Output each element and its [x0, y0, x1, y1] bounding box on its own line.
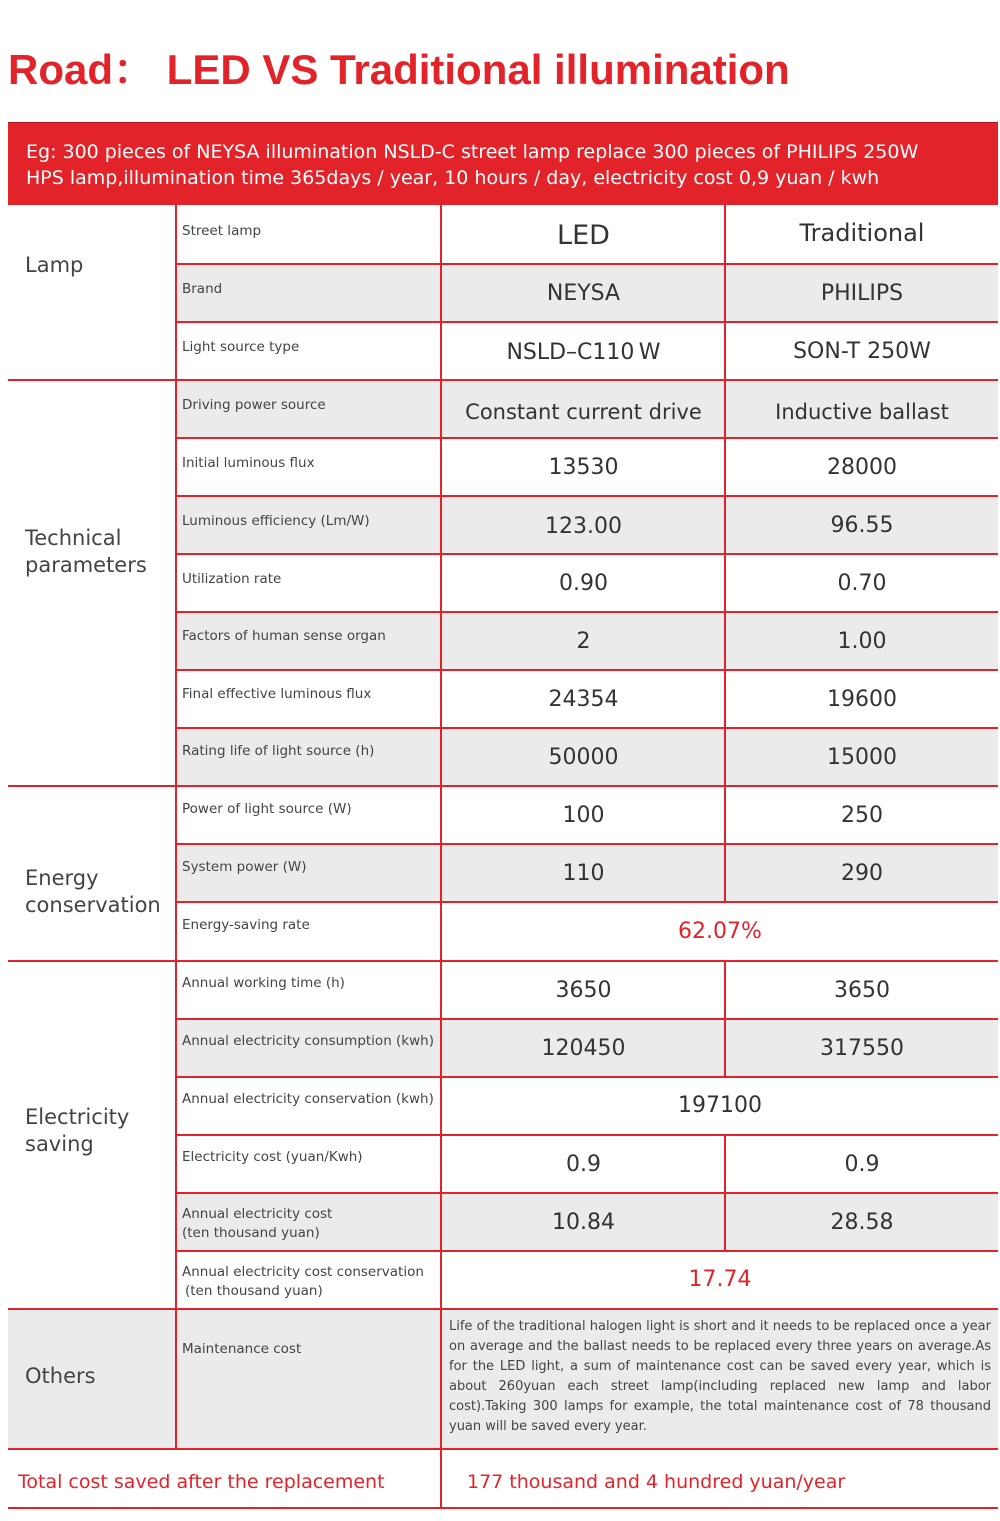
row-divider	[176, 901, 998, 903]
row-divider	[176, 495, 998, 497]
param-driving-power-source: Driving power source	[182, 397, 326, 413]
led-value: 13530	[548, 455, 619, 480]
led-value: LED	[557, 220, 610, 251]
row-divider	[176, 1192, 998, 1194]
traditional-value: 19600	[827, 687, 897, 712]
param-energy-saving-rate: Energy-saving rate	[182, 917, 310, 933]
param-street-lamp: Street lamp	[182, 223, 262, 239]
param-maintenance-cost: Maintenance cost	[182, 1341, 302, 1357]
row-divider	[176, 727, 998, 729]
traditional-value: 1.00	[837, 629, 887, 654]
led-value: 0.9	[566, 1152, 601, 1177]
param-system-power: System power (W)	[182, 859, 307, 875]
param-annual-cost-conservation: Annual electricity cost conservation (ten thousand yuan)	[182, 1264, 424, 1299]
intro-text	[26, 139, 991, 191]
column-divider	[175, 205, 177, 1448]
led-value: 2	[576, 629, 591, 654]
param-factors-human-sense: Factors of human sense organ	[182, 628, 386, 644]
traditional-value: 28.58	[830, 1210, 894, 1235]
intro-banner	[8, 122, 998, 205]
param-annual-consumption: Annual electricity consumption (kwh)	[182, 1033, 434, 1049]
total-value: 177 thousand and 4 hundred yuan/year	[467, 1471, 846, 1493]
led-value: 110	[562, 861, 605, 886]
group-divider	[8, 379, 998, 381]
group-label-electricity: Electricity saving	[25, 1105, 130, 1156]
row-divider	[176, 1250, 998, 1252]
traditional-value: Inductive ballast	[775, 400, 949, 424]
led-value: Constant current drive	[465, 400, 702, 424]
param-initial-luminous-flux: Initial luminous flux	[182, 455, 315, 471]
param-luminous-efficiency: Luminous efficiency (Lm/W)	[182, 513, 370, 529]
param-light-source-type: Light source type	[182, 339, 300, 355]
traditional-value: 290	[841, 861, 883, 886]
traditional-value: 3650	[834, 978, 890, 1003]
param-power-light-source: Power of light source (W)	[182, 801, 352, 817]
led-value: NSLD–C110 W	[506, 340, 661, 365]
page-title: Road： LED VS Traditional illumination	[8, 46, 790, 93]
row-divider	[176, 437, 998, 439]
param-annual-electricity-cost: Annual electricity cost (ten thousand yuan)	[182, 1206, 333, 1241]
traditional-value: Traditional	[799, 219, 925, 247]
group-label-others: Others	[25, 1364, 96, 1388]
led-value: 123.00	[545, 514, 622, 539]
traditional-value: 28000	[827, 455, 897, 480]
param-annual-working-time: Annual working time (h)	[182, 975, 345, 991]
traditional-value: 0.9	[844, 1152, 880, 1177]
led-value: 100	[562, 803, 605, 828]
param-utilization-rate: Utilization rate	[182, 571, 282, 587]
row-divider	[176, 1134, 998, 1136]
group-divider	[8, 960, 998, 962]
traditional-value: 0.70	[837, 571, 887, 596]
traditional-value: PHILIPS	[820, 281, 904, 306]
group-divider	[8, 1448, 998, 1450]
maintenance-note: Life of the traditional halogen light is short and it needs to be replaced once a year on average and the ballast needs to be replaced every three years on average.As for the LED light, a sum of maintenance cost can be saved every year, which is about 260yuan each street lamp(including replaced new lamp and labor cost).Taking 300 lamps for example, the total maintenance cost of 78 thousand yuan will be saved every year.	[449, 1319, 991, 1434]
led-value: 10.84	[552, 1210, 615, 1235]
row-divider	[176, 321, 998, 323]
intro-line-1: Eg: 300 pieces of NEYSA illumination NSLD-C street lamp replace 300 pieces of PHILIPS 250W	[26, 141, 919, 163]
led-value: 24354	[548, 687, 619, 712]
table-bottom-border	[8, 1507, 998, 1509]
annual-conservation-value: 197100	[678, 1093, 762, 1118]
row-divider	[176, 263, 998, 265]
led-value: NEYSA	[546, 281, 621, 306]
traditional-value: 317550	[820, 1036, 904, 1061]
intro-line-2: HPS lamp,illumination time 365days / year, 10 hours / day, electricity cost 0,9 yuan / kwh	[26, 167, 880, 189]
traditional-value: 15000	[827, 745, 897, 770]
row-divider	[176, 1018, 998, 1020]
group-divider	[8, 1308, 998, 1310]
param-final-effective-flux: Final effective luminous flux	[182, 686, 372, 702]
param-electricity-cost: Electricity cost (yuan/Kwh)	[182, 1149, 363, 1165]
led-value: 3650	[555, 978, 612, 1003]
energy-saving-rate-value: 62.07%	[678, 919, 762, 944]
row-divider	[176, 843, 998, 845]
led-value: 0.90	[559, 571, 608, 596]
group-divider	[8, 785, 998, 787]
led-value: 50000	[548, 745, 619, 770]
led-value: 120450	[541, 1036, 626, 1061]
traditional-value: 250	[841, 803, 883, 828]
param-rating-life: Rating life of light source (h)	[182, 743, 375, 759]
group-label-technical: Technical parameters	[25, 526, 147, 577]
param-brand: Brand	[182, 281, 223, 297]
group-label-energy: Energy conservation	[25, 866, 161, 917]
row-divider	[176, 669, 998, 671]
row-divider	[176, 1076, 998, 1078]
annual-cost-conservation-value: 17.74	[688, 1267, 752, 1292]
group-label-lamp: Lamp	[25, 253, 84, 277]
traditional-value: SON-T 250W	[793, 339, 931, 364]
row-divider	[176, 611, 998, 613]
param-annual-conservation: Annual electricity conservation (kwh)	[182, 1091, 434, 1107]
row-divider	[176, 553, 998, 555]
column-divider	[724, 205, 726, 903]
total-label: Total cost saved after the replacement	[18, 1471, 385, 1493]
traditional-value: 96.55	[830, 513, 894, 538]
